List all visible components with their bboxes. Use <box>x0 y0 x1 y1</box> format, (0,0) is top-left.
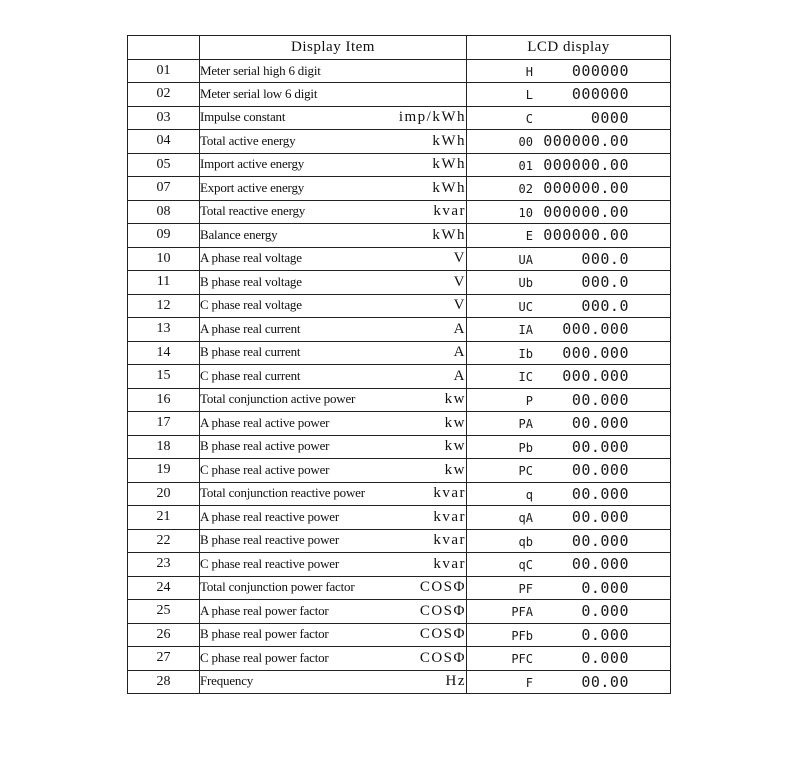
lcd-value: 000.000 <box>562 320 629 339</box>
lcd-display-cell <box>467 412 671 436</box>
display-item-name: C phase real current <box>200 367 301 383</box>
table-row <box>128 106 671 130</box>
table-row <box>128 435 671 459</box>
display-item-unit: kWh <box>432 132 466 149</box>
lcd-display-cell <box>467 459 671 483</box>
display-item-unit: COSΦ <box>419 602 466 619</box>
table-row <box>128 529 671 553</box>
row-number: 10 <box>128 247 200 271</box>
display-item-cell <box>200 271 467 295</box>
row-number: 03 <box>128 106 200 130</box>
lcd-display-cell <box>467 576 671 600</box>
lcd-code: C <box>525 111 533 126</box>
lcd-display-cell <box>467 435 671 459</box>
lcd-code: UA <box>518 252 533 267</box>
display-item-cell <box>200 412 467 436</box>
row-number: 17 <box>128 412 200 436</box>
table-row <box>128 623 671 647</box>
lcd-code: L <box>525 88 533 103</box>
display-item-cell <box>200 341 467 365</box>
lcd-display-cell <box>467 59 671 83</box>
row-number: 04 <box>128 130 200 154</box>
table-row <box>128 318 671 342</box>
display-item-name: A phase real active power <box>200 414 330 430</box>
table-row <box>128 83 671 107</box>
lcd-code: UC <box>518 299 533 314</box>
table-row <box>128 506 671 530</box>
display-item-name: Total conjunction reactive power <box>200 485 365 501</box>
display-item-cell <box>200 623 467 647</box>
display-item-unit: kw <box>444 414 466 431</box>
lcd-value: 0.000 <box>581 625 629 644</box>
table-row <box>128 177 671 201</box>
display-item-unit: kw <box>444 461 466 478</box>
display-item-unit: kvar <box>433 485 466 502</box>
display-item-unit: V <box>453 250 466 267</box>
lcd-display-cell <box>467 553 671 577</box>
lcd-value: 00.000 <box>571 531 629 550</box>
row-number: 22 <box>128 529 200 553</box>
row-number: 12 <box>128 294 200 318</box>
display-item-name: C phase real voltage <box>200 297 302 313</box>
lcd-display-cell <box>467 318 671 342</box>
lcd-code: PF <box>518 581 533 596</box>
display-item-name: Impulse constant <box>200 109 286 125</box>
lcd-value: 000.0 <box>581 249 629 268</box>
row-number: 05 <box>128 153 200 177</box>
row-number: 26 <box>128 623 200 647</box>
display-item-name: B phase real reactive power <box>200 532 339 548</box>
display-item-cell <box>200 247 467 271</box>
table-row <box>128 294 671 318</box>
table-row <box>128 670 671 694</box>
header-lcd-display: LCD display <box>467 36 671 60</box>
lcd-value: 0.000 <box>581 602 629 621</box>
display-item-cell <box>200 130 467 154</box>
lcd-value: 000000.00 <box>543 202 629 221</box>
row-number: 01 <box>128 59 200 83</box>
display-item-name: A phase real reactive power <box>200 508 339 524</box>
display-item-unit: kWh <box>432 156 466 173</box>
display-item-name: Total conjunction power factor <box>200 579 355 595</box>
row-number: 09 <box>128 224 200 248</box>
display-item-cell <box>200 224 467 248</box>
table-row <box>128 482 671 506</box>
row-number: 27 <box>128 647 200 671</box>
display-item-name: Meter serial high 6 digit <box>200 62 321 78</box>
lcd-code: P <box>525 393 533 408</box>
display-item-unit: V <box>453 297 466 314</box>
lcd-value: 00.000 <box>571 484 629 503</box>
lcd-value: 000.000 <box>562 343 629 362</box>
table-row <box>128 247 671 271</box>
lcd-display-cell <box>467 200 671 224</box>
display-item-name: Total reactive energy <box>200 203 306 219</box>
display-item-unit: A <box>453 367 466 384</box>
lcd-value: 00.00 <box>581 672 629 691</box>
lcd-display-cell <box>467 83 671 107</box>
lcd-code: E <box>525 229 533 244</box>
row-number: 19 <box>128 459 200 483</box>
row-number: 18 <box>128 435 200 459</box>
row-number: 15 <box>128 365 200 389</box>
display-item-cell <box>200 365 467 389</box>
lcd-value: 00.000 <box>571 414 629 433</box>
lcd-code: PFC <box>511 652 533 667</box>
display-item-cell <box>200 459 467 483</box>
display-item-unit: kw <box>444 438 466 455</box>
display-item-name: A phase real power factor <box>200 602 329 618</box>
display-item-cell <box>200 670 467 694</box>
lcd-display-table <box>127 35 671 694</box>
table-row <box>128 553 671 577</box>
display-item-name: Import active energy <box>200 156 305 172</box>
lcd-value: 000.0 <box>581 273 629 292</box>
display-item-name: Total active energy <box>200 132 296 148</box>
display-item-name: C phase real active power <box>200 461 330 477</box>
row-number: 21 <box>128 506 200 530</box>
row-number: 24 <box>128 576 200 600</box>
display-item-cell <box>200 318 467 342</box>
table-row <box>128 459 671 483</box>
row-number: 08 <box>128 200 200 224</box>
table-row <box>128 271 671 295</box>
table-row <box>128 600 671 624</box>
display-item-unit: imp/kWh <box>398 109 466 126</box>
lcd-value: 000000.00 <box>543 226 629 245</box>
display-item-cell <box>200 435 467 459</box>
lcd-code: q <box>525 487 533 502</box>
row-number: 28 <box>128 670 200 694</box>
display-item-name: Export active energy <box>200 179 305 195</box>
lcd-value: 000000 <box>571 61 629 80</box>
lcd-display-cell <box>467 153 671 177</box>
row-number: 14 <box>128 341 200 365</box>
display-item-cell <box>200 506 467 530</box>
display-item-name: C phase real reactive power <box>200 555 339 571</box>
display-item-unit: kw <box>444 391 466 408</box>
display-item-name: Meter serial low 6 digit <box>200 86 318 102</box>
display-item-name: B phase real voltage <box>200 273 302 289</box>
lcd-display-cell <box>467 106 671 130</box>
lcd-code: 01 <box>518 158 533 173</box>
header-display-item: Display Item <box>200 36 467 60</box>
lcd-display-cell <box>467 177 671 201</box>
lcd-display-cell <box>467 271 671 295</box>
lcd-code: Pb <box>518 440 533 455</box>
display-item-name: B phase real current <box>200 344 301 360</box>
lcd-value: 0.000 <box>581 649 629 668</box>
lcd-display-cell <box>467 529 671 553</box>
display-item-unit: COSΦ <box>419 649 466 666</box>
table-row <box>128 130 671 154</box>
display-table-container <box>127 35 671 694</box>
lcd-code: F <box>525 675 533 690</box>
display-item-unit: kWh <box>432 226 466 243</box>
table-row <box>128 388 671 412</box>
display-item-name: Total conjunction active power <box>200 391 356 407</box>
lcd-display-cell <box>467 670 671 694</box>
table-body <box>128 59 671 694</box>
lcd-display-cell <box>467 341 671 365</box>
display-item-unit: kvar <box>433 555 466 572</box>
display-item-cell <box>200 600 467 624</box>
lcd-value: 00.000 <box>571 508 629 527</box>
row-number: 07 <box>128 177 200 201</box>
row-number: 02 <box>128 83 200 107</box>
lcd-value: 00.000 <box>571 461 629 480</box>
lcd-value: 00.000 <box>571 437 629 456</box>
lcd-code: qb <box>518 534 533 549</box>
header-row <box>128 36 671 60</box>
lcd-code: PFb <box>511 628 533 643</box>
display-item-unit: V <box>453 273 466 290</box>
row-number: 11 <box>128 271 200 295</box>
lcd-display-cell <box>467 623 671 647</box>
lcd-code: 02 <box>518 182 533 197</box>
lcd-display-cell <box>467 294 671 318</box>
display-item-cell <box>200 177 467 201</box>
display-item-cell <box>200 529 467 553</box>
lcd-code: 00 <box>518 135 533 150</box>
lcd-value: 000.0 <box>581 296 629 315</box>
display-item-unit: kvar <box>433 203 466 220</box>
table-row <box>128 576 671 600</box>
display-item-name: Balance energy <box>200 226 278 242</box>
lcd-value: 000.000 <box>562 367 629 386</box>
table-row <box>128 365 671 389</box>
lcd-value: 0000 <box>590 108 629 127</box>
lcd-code: qA <box>518 511 533 526</box>
display-item-name: A phase real voltage <box>200 250 302 266</box>
display-item-cell <box>200 647 467 671</box>
lcd-display-cell <box>467 388 671 412</box>
display-item-name: A phase real current <box>200 320 301 336</box>
lcd-display-cell <box>467 647 671 671</box>
table-row <box>128 647 671 671</box>
lcd-code: qC <box>518 558 533 573</box>
display-item-unit: A <box>453 320 466 337</box>
display-item-unit: kWh <box>432 179 466 196</box>
lcd-display-cell <box>467 130 671 154</box>
lcd-value: 000000 <box>571 85 629 104</box>
display-item-name: B phase real power factor <box>200 626 329 642</box>
row-number: 25 <box>128 600 200 624</box>
table-row <box>128 153 671 177</box>
lcd-display-cell <box>467 506 671 530</box>
display-item-unit: COSΦ <box>419 579 466 596</box>
lcd-value: 000000.00 <box>543 179 629 198</box>
lcd-display-cell <box>467 247 671 271</box>
lcd-value: 00.000 <box>571 390 629 409</box>
lcd-value: 0.000 <box>581 578 629 597</box>
table-row <box>128 200 671 224</box>
row-number: 23 <box>128 553 200 577</box>
row-number: 16 <box>128 388 200 412</box>
lcd-code: PFA <box>511 605 533 620</box>
display-item-name: Frequency <box>200 673 254 689</box>
row-number: 13 <box>128 318 200 342</box>
lcd-code: IC <box>518 370 533 385</box>
display-item-unit: COSΦ <box>419 626 466 643</box>
header-number <box>128 36 200 60</box>
display-item-unit: kvar <box>433 508 466 525</box>
display-item-unit: kvar <box>433 532 466 549</box>
display-item-cell <box>200 294 467 318</box>
display-item-cell <box>200 83 467 107</box>
lcd-display-cell <box>467 365 671 389</box>
display-item-unit: A <box>453 344 466 361</box>
display-item-cell <box>200 482 467 506</box>
table-row <box>128 224 671 248</box>
display-item-name: C phase real power factor <box>200 649 329 665</box>
table-row <box>128 412 671 436</box>
display-item-name: B phase real active power <box>200 438 330 454</box>
lcd-code: Ib <box>518 346 533 361</box>
display-item-cell <box>200 106 467 130</box>
lcd-code: PA <box>518 417 533 432</box>
display-item-cell <box>200 388 467 412</box>
display-item-cell <box>200 200 467 224</box>
table-row <box>128 341 671 365</box>
lcd-display-cell <box>467 600 671 624</box>
display-item-cell <box>200 153 467 177</box>
display-item-cell <box>200 59 467 83</box>
lcd-value: 000000.00 <box>543 155 629 174</box>
lcd-value: 000000.00 <box>543 132 629 151</box>
lcd-code: H <box>525 64 533 79</box>
display-item-cell <box>200 553 467 577</box>
display-item-cell <box>200 576 467 600</box>
lcd-code: PC <box>518 464 533 479</box>
lcd-code: Ub <box>518 276 533 291</box>
row-number: 20 <box>128 482 200 506</box>
lcd-display-cell <box>467 482 671 506</box>
lcd-code: IA <box>518 323 533 338</box>
lcd-code: 10 <box>518 205 533 220</box>
lcd-value: 00.000 <box>571 555 629 574</box>
table-row <box>128 59 671 83</box>
display-item-unit: Hz <box>445 673 466 690</box>
lcd-display-cell <box>467 224 671 248</box>
